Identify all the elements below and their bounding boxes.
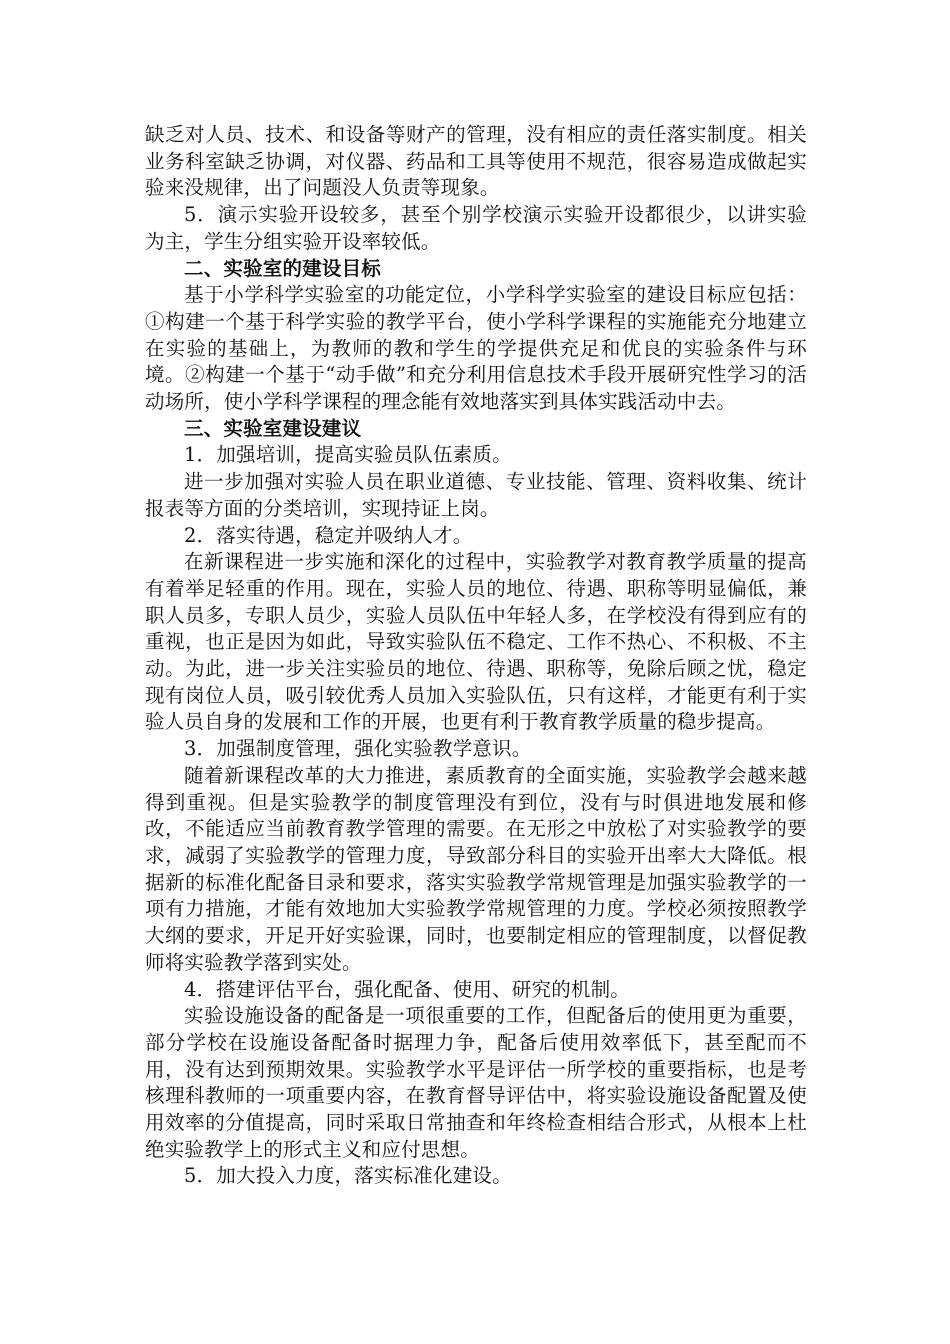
paragraph: 在新课程进一步实施和深化的过程中，实验教学对教育教学质量的提高有着举足轻重的作用。现在，实验人员的地位、待遇、职称等明显偏低，兼职人员多，专职人员少，实验人员队伍中年轻人多，在学校没有得到应有的重视，也正是因为如此，导致实验队伍不稳定、工作不热心、不积极、不主动。为此，进一步关注实验员的地位、待遇、职称等，免除后顾之忧，稳定现有岗位人员，吸引较优秀人员加入实验队伍，只有这样，才能更有利于实验人员自身的发展和工作的开展，也更有利于教育教学质量的稳步提高。	[145, 550, 807, 734]
paragraph: 5．演示实验开设较多，甚至个别学校演示实验开设都很少，以讲实验为主，学生分组实验开设率较低。	[145, 203, 807, 253]
list-item-heading: 1．加强培训，提高实验员队伍素质。	[184, 443, 512, 467]
paragraph-continued: 缺乏对人员、技术、和设备等财产的管理，没有相应的责任落实制度。相关业务科室缺乏协调，对仪器、药品和工具等使用不规范，很容易造成做起实验来没规律，出了问题没人负责等现象。	[145, 123, 807, 200]
list-item-heading: 5．加大投入力度，落实标准化建设。	[184, 1164, 512, 1188]
document-page	[145, 122, 807, 1190]
section-heading: 三、实验室建设建议	[184, 416, 362, 440]
paragraph: 进一步加强对实验人员在职业道德、专业技能、管理、资料收集、统计报表等方面的分类培训，实现持证上岗。	[145, 470, 807, 520]
list-item-heading: 4．搭建评估平台，强化配备、使用、研究的机制。	[184, 977, 631, 1001]
list-item-heading: 3．加强制度管理，强化实验教学意识。	[184, 737, 532, 761]
section-heading: 二、实验室的建设目标	[184, 256, 382, 280]
paragraph: 基于小学科学实验室的功能定位，小学科学实验室的建设目标应包括：①构建一个基于科学实验的教学平台，使小学科学课程的实施能充分地建立在实验的基础上，为教师的教和学生的学提供充足和优良的实验条件与环境。②构建一个基于“动手做”和充分利用信息技术手段开展研究性学习的活动场所，使小学科学课程的理念能有效地落实到具体实践活动中去。	[145, 283, 807, 414]
paragraph: 随着新课程改革的大力推进，素质教育的全面实施，实验教学会越来越得到重视。但是实验教学的制度管理没有到位，没有与时俱进地发展和修改，不能适应当前教育教学管理的需要。在无形之中放松了对实验教学的要求，减弱了实验教学的管理力度，导致部分科目的实验开出率大大降低。根据新的标准化配备目录和要求，落实实验教学常规管理是加强实验教学的一项有力措施，才能有效地加大实验教学常规管理的力度。学校必须按照教学大纲的要求，开足开好实验课，同时，也要制定相应的管理制度，以督促教师将实验教学落到实处。	[145, 763, 807, 974]
paragraph: 实验设施设备的配备是一项很重要的工作，但配备后的使用更为重要，部分学校在设施设备配备时据理力争，配备后使用效率低下，甚至配而不用，没有达到预期效果。实验教学水平是评估一所学校的重要指标，也是考核理科教师的一项重要内容，在教育督导评估中，将实验设施设备配置及使用效率的分值提高，同时采取日常抽查和年终检查相结合形式，从根本上杜绝实验教学上的形式主义和应付思想。	[145, 1004, 807, 1161]
list-item-heading: 2．落实待遇，稳定并吸纳人才。	[184, 523, 473, 547]
